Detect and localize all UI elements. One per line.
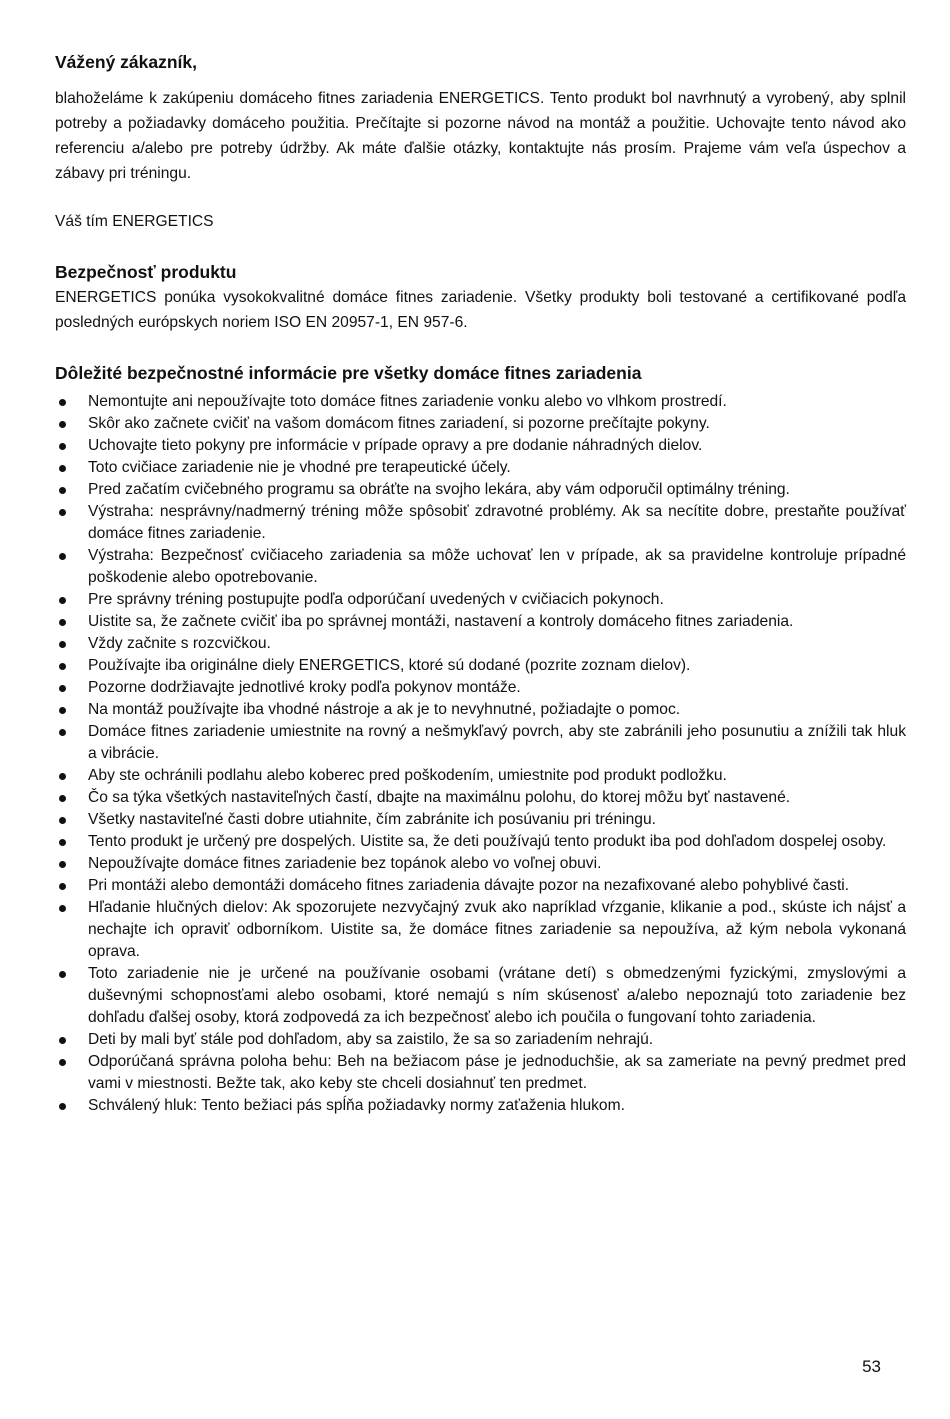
bullet-icon <box>59 861 66 868</box>
document-page <box>55 50 906 1117</box>
bullet-icon <box>59 1037 66 1044</box>
list-item <box>55 875 906 897</box>
page-number: 53 <box>862 1357 881 1376</box>
important-safety-heading: Dôležité bezpečnostné informácie pre všetky domáce fitnes zariadenia <box>55 363 642 383</box>
list-item-text: Pri montáži alebo demontáži domáceho fitnes zariadenia dávajte pozor na nezafixované alebo pohyblivé časti. <box>88 877 850 894</box>
list-item <box>55 677 906 699</box>
bullet-icon <box>59 553 66 560</box>
list-item-text: Nepoužívajte domáce fitnes zariadenie bez topánok alebo vo voľnej obuvi. <box>88 855 602 872</box>
list-item-text: Aby ste ochránili podlahu alebo koberec pred poškodením, umiestnite pod produkt podložku. <box>88 767 727 784</box>
bullet-icon <box>59 729 66 736</box>
list-item <box>55 611 906 633</box>
list-item-text: Pred začatím cvičebného programu sa obráťte na svojho lekára, aby vám odporučil optimálny tréning. <box>88 481 790 498</box>
list-item-text: Deti by mali byť stále pod dohľadom, aby sa zaistilo, že sa so zariadením nehrajú. <box>88 1031 654 1048</box>
list-item-text: Toto cvičiace zariadenie nie je vhodné pre terapeutické účely. <box>88 459 511 476</box>
list-item <box>55 501 906 545</box>
list-item-text: Tento produkt je určený pre dospelých. Uistite sa, že deti používajú tento produkt iba pod dohľadom dospelej osoby. <box>88 833 887 850</box>
bullet-icon <box>59 509 66 516</box>
bullet-icon <box>59 619 66 626</box>
list-item-text: Nemontujte ani nepoužívajte toto domáce fitnes zariadenie vonku alebo vo vlhkom prostredí. <box>88 393 727 410</box>
bullet-icon <box>59 707 66 714</box>
list-item-text: Na montáž používajte iba vhodné nástroje a ak je to nevyhnutné, požiadajte o pomoc. <box>88 701 681 718</box>
product-safety-paragraph: ENERGETICS ponúka vysokokvalitné domáce fitnes zariadenie. Všetky produkty boli testované a certifikované podľa posledných európskych noriem ISO EN 20957-1, EN 957-6. <box>55 289 906 331</box>
signature-line: Váš tím ENERGETICS <box>55 213 214 230</box>
list-item <box>55 897 906 963</box>
bullet-icon <box>59 773 66 780</box>
greeting-heading: Vážený zákazník, <box>55 52 198 72</box>
list-item <box>55 589 906 611</box>
bullet-icon <box>59 663 66 670</box>
bullet-icon <box>59 795 66 802</box>
bullet-icon <box>59 839 66 846</box>
list-item-text: Skôr ako začnete cvičiť na vašom domácom fitnes zariadení, si pozorne prečítajte pokyny. <box>88 415 710 432</box>
list-item <box>55 1029 906 1051</box>
product-safety-heading: Bezpečnosť produktu <box>55 262 237 282</box>
bullet-icon <box>59 905 66 912</box>
list-item <box>55 457 906 479</box>
list-item-text: Schválený hluk: Tento bežiaci pás spĺňa požiadavky normy zaťaženia hlukom. <box>88 1097 625 1114</box>
bullet-icon <box>59 597 66 604</box>
bullet-icon <box>59 399 66 406</box>
bullet-icon <box>59 685 66 692</box>
list-item-text: Uistite sa, že začnete cvičiť iba po správnej montáži, nastavení a kontroly domáceho fitnes zariadenia. <box>88 613 794 630</box>
list-item <box>55 545 906 589</box>
list-item-text: Čo sa týka všetkých nastaviteľných častí, dbajte na maximálnu polohu, do ktorej môžu byť nastavené. <box>88 789 791 806</box>
list-item <box>55 413 906 435</box>
list-item-text: Všetky nastaviteľné časti dobre utiahnite, čím zabránite ich posúvaniu pri tréningu. <box>88 811 656 828</box>
bullet-icon <box>59 1059 66 1066</box>
bullet-icon <box>59 641 66 648</box>
list-item-text: Výstraha: Bezpečnosť cvičiaceho zariadenia sa môže uchovať len v prípade, ak sa pravidelne kontroluje prípadné poškodenie alebo opotrebovanie. <box>88 547 906 586</box>
list-item-text: Vždy začnite s rozcvičkou. <box>88 635 271 652</box>
list-item <box>55 655 906 677</box>
list-item-text: Uchovajte tieto pokyny pre informácie v prípade opravy a pre dodanie náhradných dielov. <box>88 437 703 454</box>
bullet-icon <box>59 1103 66 1110</box>
list-item-text: Domáce fitnes zariadenie umiestnite na rovný a nešmykľavý povrch, aby ste zabránili jeho posunutiu a znížili tak hluk a vibrácie. <box>88 723 906 762</box>
list-item-text: Pre správny tréning postupujte podľa odporúčaní uvedených v cvičiacich pokynoch. <box>88 591 664 608</box>
list-item-text: Toto zariadenie nie je určené na používanie osobami (vrátane detí) s obmedzenými fyzickými, zmyslovými a duševnými schopnosťami alebo osobami, ktoré nemajú s ním skúsenosť a/alebo nepoznajú toto zariadenie bez dohľadu ďalšej osoby, ktorá zodpovedá za ich bezpečnosť alebo ich poučila o fungovaní tohto zariadenia. <box>88 965 906 1026</box>
list-item <box>55 1051 906 1095</box>
list-item <box>55 765 906 787</box>
bullet-icon <box>59 883 66 890</box>
intro-paragraph: blahoželáme k zakúpeniu domáceho fitnes zariadenia ENERGETICS. Tento produkt bol navrhnutý a vyrobený, aby splnil potreby a požiadavky domáceho použitia. Prečítajte si pozorne návod na montáž a použitie. Uchovajte tento návod ako referenciu a/alebo pre potreby údržby. Ak máte ďalšie otázky, kontaktujte nás prosím. Prajeme vám veľa úspechov a zábavy pri tréningu. <box>55 90 906 182</box>
list-item <box>55 809 906 831</box>
bullet-icon <box>59 817 66 824</box>
list-item-text: Odporúčaná správna poloha behu: Beh na bežiacom páse je jednoduchšie, ak sa zameriate na pevný predmet pred vami v miestnosti. Bežte tak, ako keby ste chceli dosiahnuť ten predmet. <box>88 1053 906 1092</box>
list-item <box>55 853 906 875</box>
bullet-icon <box>59 421 66 428</box>
bullet-icon <box>59 487 66 494</box>
list-item-text: Výstraha: nesprávny/nadmerný tréning môže spôsobiť zdravotné problémy. Ak sa necítite dobre, prestaňte používať domáce fitnes zariadenie. <box>88 503 906 542</box>
list-item <box>55 435 906 457</box>
list-item <box>55 787 906 809</box>
list-item <box>55 1095 906 1117</box>
list-item <box>55 391 906 413</box>
bullet-icon <box>59 971 66 978</box>
list-item-text: Pozorne dodržiavajte jednotlivé kroky podľa pokynov montáže. <box>88 679 521 696</box>
list-item-text: Hľadanie hlučných dielov: Ak spozorujete nezvyčajný zvuk ako napríklad vŕzganie, klikanie a pod., skúste ich nájsť a nechajte ich opraviť odborníkom. Uistite sa, že domáce fitnes zariadenie sa nepoužíva, až kým nebola vykonaná oprava. <box>88 899 906 960</box>
bullet-icon <box>59 465 66 472</box>
list-item <box>55 963 906 1029</box>
safety-bullet-list <box>55 391 906 1117</box>
list-item <box>55 831 906 853</box>
list-item <box>55 721 906 765</box>
list-item <box>55 699 906 721</box>
list-item <box>55 479 906 501</box>
bullet-icon <box>59 443 66 450</box>
list-item <box>55 633 906 655</box>
list-item-text: Používajte iba originálne diely ENERGETICS, ktoré sú dodané (pozrite zoznam dielov). <box>88 657 691 674</box>
